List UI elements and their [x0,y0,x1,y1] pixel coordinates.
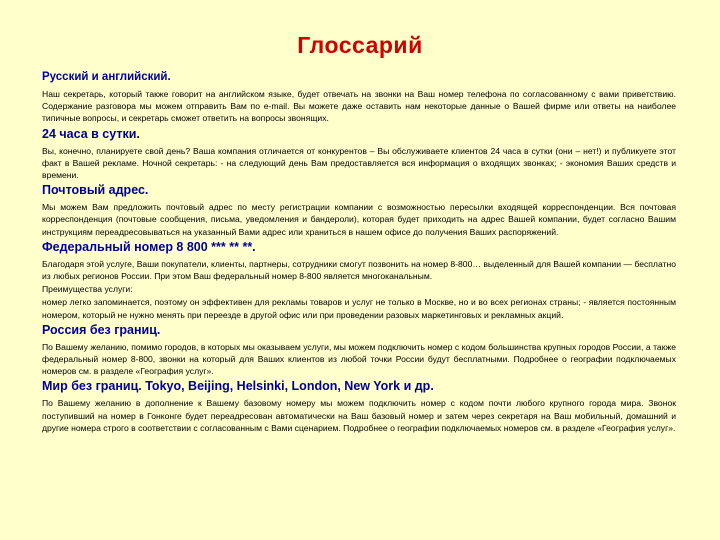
page-title: Глоссарий [297,32,423,58]
section-postal-address [42,183,676,238]
section-heading: Почтовый адрес. [42,183,149,198]
section-heading: Федеральный номер 8 800 *** ** **. [42,239,256,254]
section-paragraph: Преимущества услуги: [42,284,133,295]
section-paragraph: По Вашему желанию, помимо городов, в которых мы оказываем услуги, мы можем подключить номер с кодом большинства крупных городов России, а также федеральный номер 8-800, звонки на который для Ваших клиентов из любой точки России будут бесплатными. Подробнее о географии подключаемых номеров см. в разделе «География услуг». [42,341,676,377]
section-world-no-borders [42,379,676,434]
section-heading: Мир без границ. Tokyo, Beijing, Helsinki, London, New York и др. [42,379,434,394]
section-paragraph: Вы, конечно, планируете свой день? Ваша компания отличается от конкурентов – Вы обслуживаете клиентов 24 часа в сутки (они – нет!) и публикуете этот факт в Вашей рекламе. Ночной секретарь: - на следующий день Вам предоставляется вся информация о входящих звонках; - экономия Ваших средств и времени. [42,145,676,181]
section-heading: Русский и английский. [42,71,171,83]
glossary-content [42,70,676,436]
section-paragraph: номер легко запоминается, поэтому он эффективен для рекламы товаров и услуг не только в Москве, но и во всех регионах страны; - является постоянным номером, который не нужно менять при переезде в другой офис или при проведении разовых маркетинговых и рекламных акций. [42,297,676,320]
section-paragraph: Благодаря этой услуге, Ваши покупатели, клиенты, партнеры, сотрудники смогут позвонить на номер 8-800… выделенный для Вашей компании — бесплатно из любых регионов России. При этом Ваш федеральный номер 8-800 является многоканальным. [42,258,676,282]
section-paragraph: По Вашему желанию в дополнение к Вашему базовому номеру мы можем подключить номер с кодом почти любого крупного города мира. Звонок поступивший на номер в Гонконге будет переадресован автоматически на Ваш базовый номер и затем через секретаря на Ваш мобильный, домашний и другие номера строго в соответствии с согласованным с Вами сценарием. Подробнее о географии подключаемых номеров см. в разделе «География услуг». [42,398,676,433]
section-heading: 24 часа в сутки. [42,126,140,141]
section-russia-no-borders [42,323,676,378]
section-russian-english [42,70,676,125]
section-federal-number [42,240,676,321]
section-paragraph: Наш секретарь, который также говорит на английском языке, будет отвечать на звонки на Ваш номер телефона по согласованному с вами приветствию. Содержание разговора мы можем отправить Вам по e-mail. Вы можете даже оставить нам некоторые данные о Вашей фирме или ответы на наиболее типичные вопросы, и секретарь сможет ответить на вопросы звонящих. [42,89,676,124]
section-paragraph: Мы можем Вам предложить почтовый адрес по месту регистрации компании с возможностью пересылки входящей корреспонденции. Вся почтовая корреспонденция (почтовые сообщения, письма, уведомления и бандероли), которая будет приходить на адрес Вашей компании, будет согласно Вашим инструкциям переадресовываться на указанный Вами адрес или храниться в нашем офисе до получения Ваших распоряжений. [42,202,676,237]
section-24-hours [42,127,676,182]
section-heading: Россия без границ. [42,322,161,337]
